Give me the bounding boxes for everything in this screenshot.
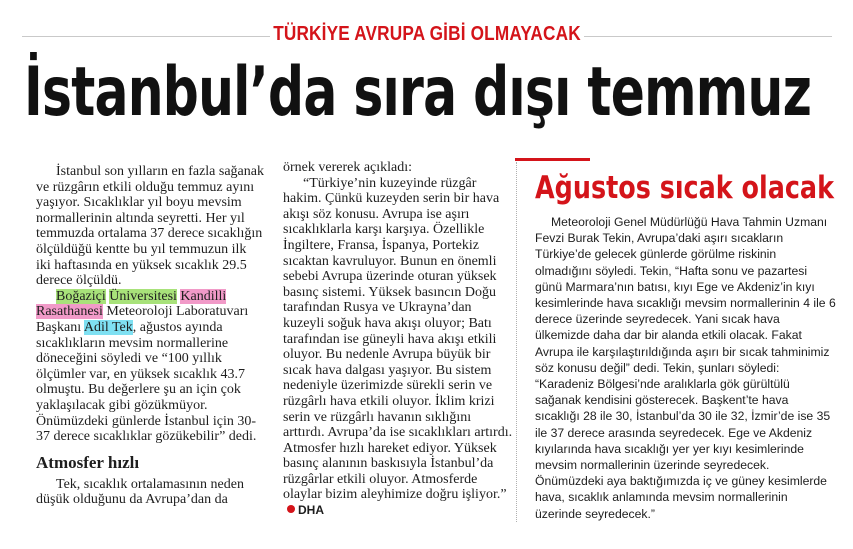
highlight-adil-tek: Adil Tek — [83, 319, 133, 335]
sidebar-dotted-divider — [516, 162, 517, 522]
subheading-atmosfer: Atmosfer hızlı — [36, 452, 140, 472]
paragraph-lead: örnek vererek açıkladı: — [283, 160, 413, 175]
quote-text: “Türkiye’nin kuzeyinde rüzgâr hakim. Çünkü kuzeyden serin bir hava akışı söz konusu. Avrupa ise aşırı sıcaklıklarla karşı karşıya. Özellikle İngiltere, Fransa, İspanya, Portekiz sıcaktan kavruluyor. Bunun en önemli sebebi Avrupa üzerinde oturan yüksek basınç sistemi. Yüksek basıncın Doğu tarafından Rusya ve Ukrayna’dan kuzeyli soğuk hava akışı oluyor; Batı tarafından ise güneyli hava akışı etkili oluyor. Bu nedenle Avrupa büyük bir sıcak hava dalgası yaşıyor. Bu sistem nedeniyle üzerimizde sürekli serin ve rüzgârlı hava etkili oluyor. İklim krizi serin ve rüzgârlı havanın sıklığını arttırdı. Avrupa’da ise sıcaklıkları artırdı. Atmosfer hızlı hareket ediyor. Yüksek basınç alanının baskısıyla İstanbul’da rüzgârlar etkili oluyor. Atmosferde olaylar bizim aleyhimize doğru işliyor.” — [283, 175, 513, 503]
highlight-bogazici: Boğaziçi — [56, 288, 106, 304]
kicker-bar — [22, 22, 832, 50]
headline: İstanbul’da sıra dışı temmuz — [24, 53, 812, 132]
agency-credit: DHA — [298, 503, 324, 518]
sidebar-paragraph: Meteoroloji Genel Müdürlüğü Hava Tahmin Uzmanı Fevzi Burak Tekin, Avrupa’daki aşırı sıcakların Türkiye’de gelecek günlerde görülme riskinin olmadığını söyledi. Tekin, “Hafta sonu ve pazartesi günü Marmara’nın batısı, kıyı Ege ve Akdeniz’in kıyı kesimlerinde hava sıcaklığı mevsim normallerinin 4 ile 6 derece üzerinde seyredecek. Yani sıcak hava ülkemizde daha dar bir alanda etkili olacak. Fakat Avrupa ile karşılaştırıldığında aşırı bir sıcak tahminimiz söz konusu değil” dedi. Tekin, şunları söyledi: “Karadeniz Bölgesi’nde aralıklarla gök gürültülü sağanak kendisini gösterecek. Başkent’te hava sıcaklığı 28 ile 30, İstanbul’da 30 ile 32, İzmir’de ise 35 ile 37 derece arasında seyredecek. Ege ve Akdeniz kıyılarında hava sıcaklığı yer yer kıyı kesimlerinde mevsim normallerinin üzerinde seyredecek. Önümüzdeki aya baktığımızda iç ve güney kesimlerde hava, sıcaklık anlamında mevsim normallerinin üzerinde seyredecek.” — [535, 215, 836, 521]
sidebar-title: Ağustos sıcak olacak — [535, 170, 834, 206]
sidebar-body — [535, 214, 836, 522]
paragraph-2-rest: , ağustos ayında sıcaklıkların mevsim normallerine döneceğini söyledi ve “100 yıllık ölçümler var, en yüksek sıcaklık 43.7 olmuştu. Bu değerlere şu an için çok yaklaşılacak gibi gözükmüyor. Önümüzdeki günlerde İstanbul için 30-37 derece sıcaklıklar gözükebilir” dedi. — [36, 319, 257, 445]
paragraph-2-middle: Meteoroloji Laboratuvarı Başkanı — [36, 304, 249, 335]
paragraph-3: Tek, sıcaklık ortalamasının neden düşük olduğunu da Avrupa’dan da — [36, 476, 244, 508]
highlight-universitesi: Üniversitesi — [109, 288, 177, 304]
paragraph-2 — [36, 289, 264, 445]
sidebar-accent-rule — [515, 158, 590, 161]
article-column-2 — [283, 160, 513, 519]
paragraph-1: İstanbul son yılların en fazla sağanak ve rüzgârın etkili olduğu temmuz ayını yaşıyor. Sıcaklıklar yıl boyu mevsim normallerinin altında seyretti. Her yıl temmuzda ortalama 37 derece sıcaklığın ölçüldüğü kentte bu yıl temmuzun ilk iki haftasında en yüksek sıcaklık 29.5 derece ölçüldü. — [36, 164, 264, 289]
kicker-rule-right — [584, 36, 832, 37]
agency-dot-icon — [287, 505, 295, 513]
article-column-1 — [36, 164, 264, 508]
paragraph-quote — [283, 176, 513, 519]
highlight-kandilli: Kandilli Rasathanesi — [36, 288, 227, 320]
kicker-title: TÜRKİYE AVRUPA GİBİ OLMAYACAK — [273, 23, 581, 45]
